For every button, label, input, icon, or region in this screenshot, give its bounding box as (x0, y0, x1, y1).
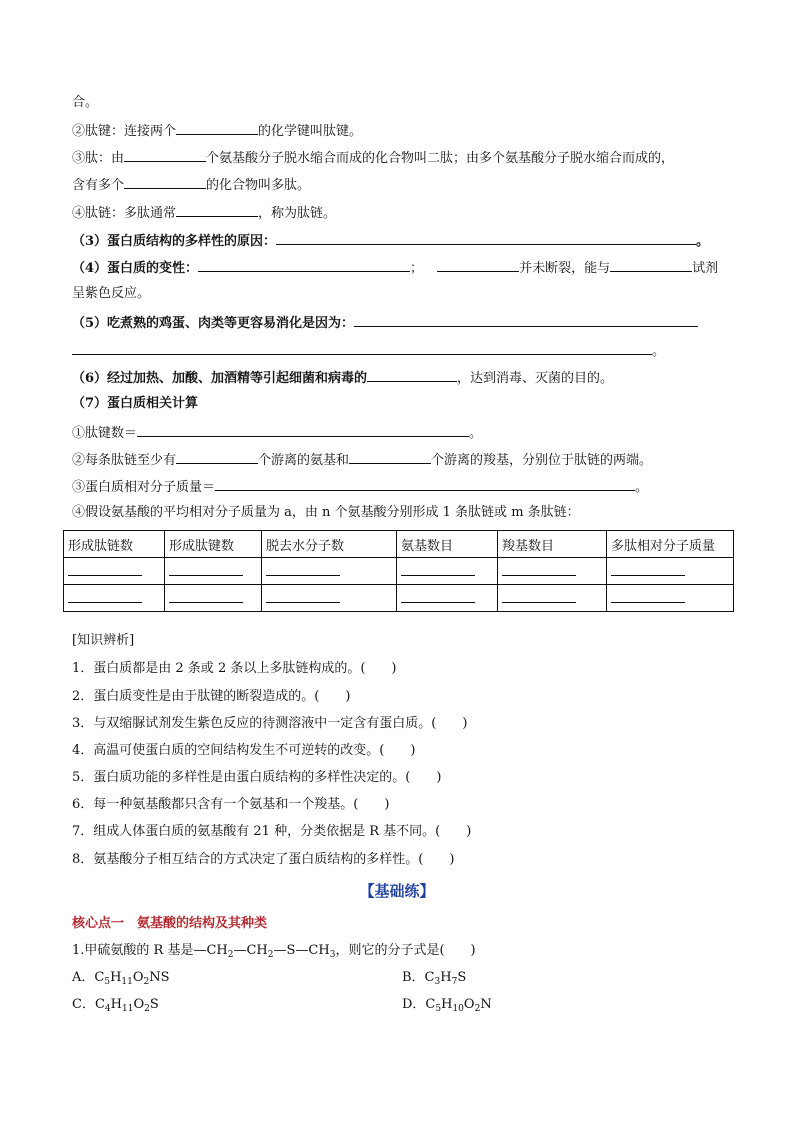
blank (502, 562, 576, 576)
blank (198, 258, 410, 272)
bianxi-item: 2．蛋白质变性是由于肽键的断裂造成的。( ) (72, 689, 351, 704)
text-line: ③肽：由 个氨基酸分子脱水缩合而成的化合物叫二肽；由多个氨基酸分子脱水缩合而成的， (72, 148, 674, 168)
blank (610, 258, 692, 272)
blank (437, 258, 519, 272)
blank (266, 589, 340, 603)
text-line: ③蛋白质相对分子质量＝ 。 (72, 477, 648, 497)
blank (124, 175, 206, 189)
bianxi-item: 1．蛋白质都是由 2 条或 2 条以上多肽链构成的。( ) (72, 661, 397, 676)
bianxi-item: 3．与双缩脲试剂发生紫色反应的待测溶液中一定含有蛋白质。( ) (72, 716, 468, 731)
blank (276, 231, 696, 245)
text-line: （4）蛋白质的变性： ； 并未断裂，能与 试剂 (72, 258, 718, 278)
blank (401, 562, 475, 576)
bianxi-item: 6．每一种氨基酸都只含有一个氨基和一个羧基。( ) (72, 797, 390, 812)
text-line: 呈紫色反应。 (72, 286, 151, 301)
text-line: ④假设氨基酸的平均相对分子质量为 a，由 n 个氨基酸分别形成 1 条肽链或 m 条肽链： (72, 505, 580, 520)
bianxi-item: 7．组成人体蛋白质的氨基酸有 21 种，分类依据是 R 基不同。( ) (72, 824, 472, 839)
option-c[interactable]: C．$C_4H_{11}O_2S$ (72, 997, 159, 1014)
blank (169, 589, 243, 603)
text-line: （5）吃煮熟的鸡蛋、肉类等更容易消化是因为： (72, 313, 698, 333)
text-line: ②肽键：连接两个 的化学键叫肽键。 (72, 121, 362, 141)
text-line: （6）经过加热、加酸、加酒精等引起细菌和病毒的 ，达到消毒、灭菌的目的。 (72, 368, 613, 388)
blank (215, 477, 635, 491)
blank (124, 148, 206, 162)
blank (68, 589, 142, 603)
table-header: 形成肽链数 (64, 531, 165, 558)
bianxi-item: 4．高温可使蛋白质的空间结构发生不可逆转的改变。( ) (72, 743, 416, 758)
text-line: （7）蛋白质相关计算 (72, 396, 199, 411)
blank (611, 589, 685, 603)
table-header: 多肽相对分子质量 (607, 531, 734, 558)
bianxi-item: 5．蛋白质功能的多样性是由蛋白质结构的多样性决定的。( ) (72, 770, 442, 785)
blank (354, 313, 698, 327)
text-line: （3）蛋白质结构的多样性的原因： 。 (72, 231, 709, 251)
table-row (64, 585, 734, 612)
option-d[interactable]: D．$C_5H_{10}O_2N$ (402, 997, 492, 1014)
question-stem: 1.甲硫氨酸的 R 基是$—CH_2—CH_2—S—CH_3$，则它的分子式是( ) (72, 943, 476, 960)
blank (72, 341, 652, 355)
table-header: 羧基数目 (498, 531, 607, 558)
blank (349, 450, 431, 464)
blank (266, 562, 340, 576)
peptide-calc-table (63, 530, 734, 612)
table-header: 脱去水分子数 (262, 531, 397, 558)
blank (367, 368, 457, 382)
option-b[interactable]: B．$C_3H_7S$ (402, 970, 467, 987)
option-a[interactable]: A．$C_5H_{11}O_2NS$ (72, 970, 170, 987)
bianxi-item: 8．氨基酸分子相互结合的方式决定了蛋白质结构的多样性。( ) (72, 852, 455, 867)
blank (176, 121, 258, 135)
blank (137, 423, 469, 437)
table-header: 形成肽键数 (165, 531, 262, 558)
table-header: 氨基数目 (397, 531, 498, 558)
text-line: ①肽键数＝ 。 (72, 423, 482, 443)
blank (611, 562, 685, 576)
blank (401, 589, 475, 603)
text-line: ④肽链：多肽通常 ，称为肽链。 (72, 203, 336, 223)
section-title: 【基础练】 (359, 882, 435, 900)
blank (176, 450, 258, 464)
text-line: 。 (72, 341, 665, 361)
text-line: ②每条肽链至少有 个游离的氨基和 个游离的羧基，分别位于肽链的两端。 (72, 450, 652, 470)
text-line: 合。 (72, 95, 99, 110)
table-header-row (64, 531, 734, 558)
blank (169, 562, 243, 576)
blank (176, 203, 258, 217)
blank (502, 589, 576, 603)
blank (68, 562, 142, 576)
text-line: 含有多个 的化合物叫多肽。 (72, 175, 310, 195)
bianxi-title: [知识辨析] (72, 633, 135, 648)
table-row (64, 558, 734, 585)
core-point-heading: 核心点一 氨基酸的结构及其种类 (72, 916, 268, 931)
